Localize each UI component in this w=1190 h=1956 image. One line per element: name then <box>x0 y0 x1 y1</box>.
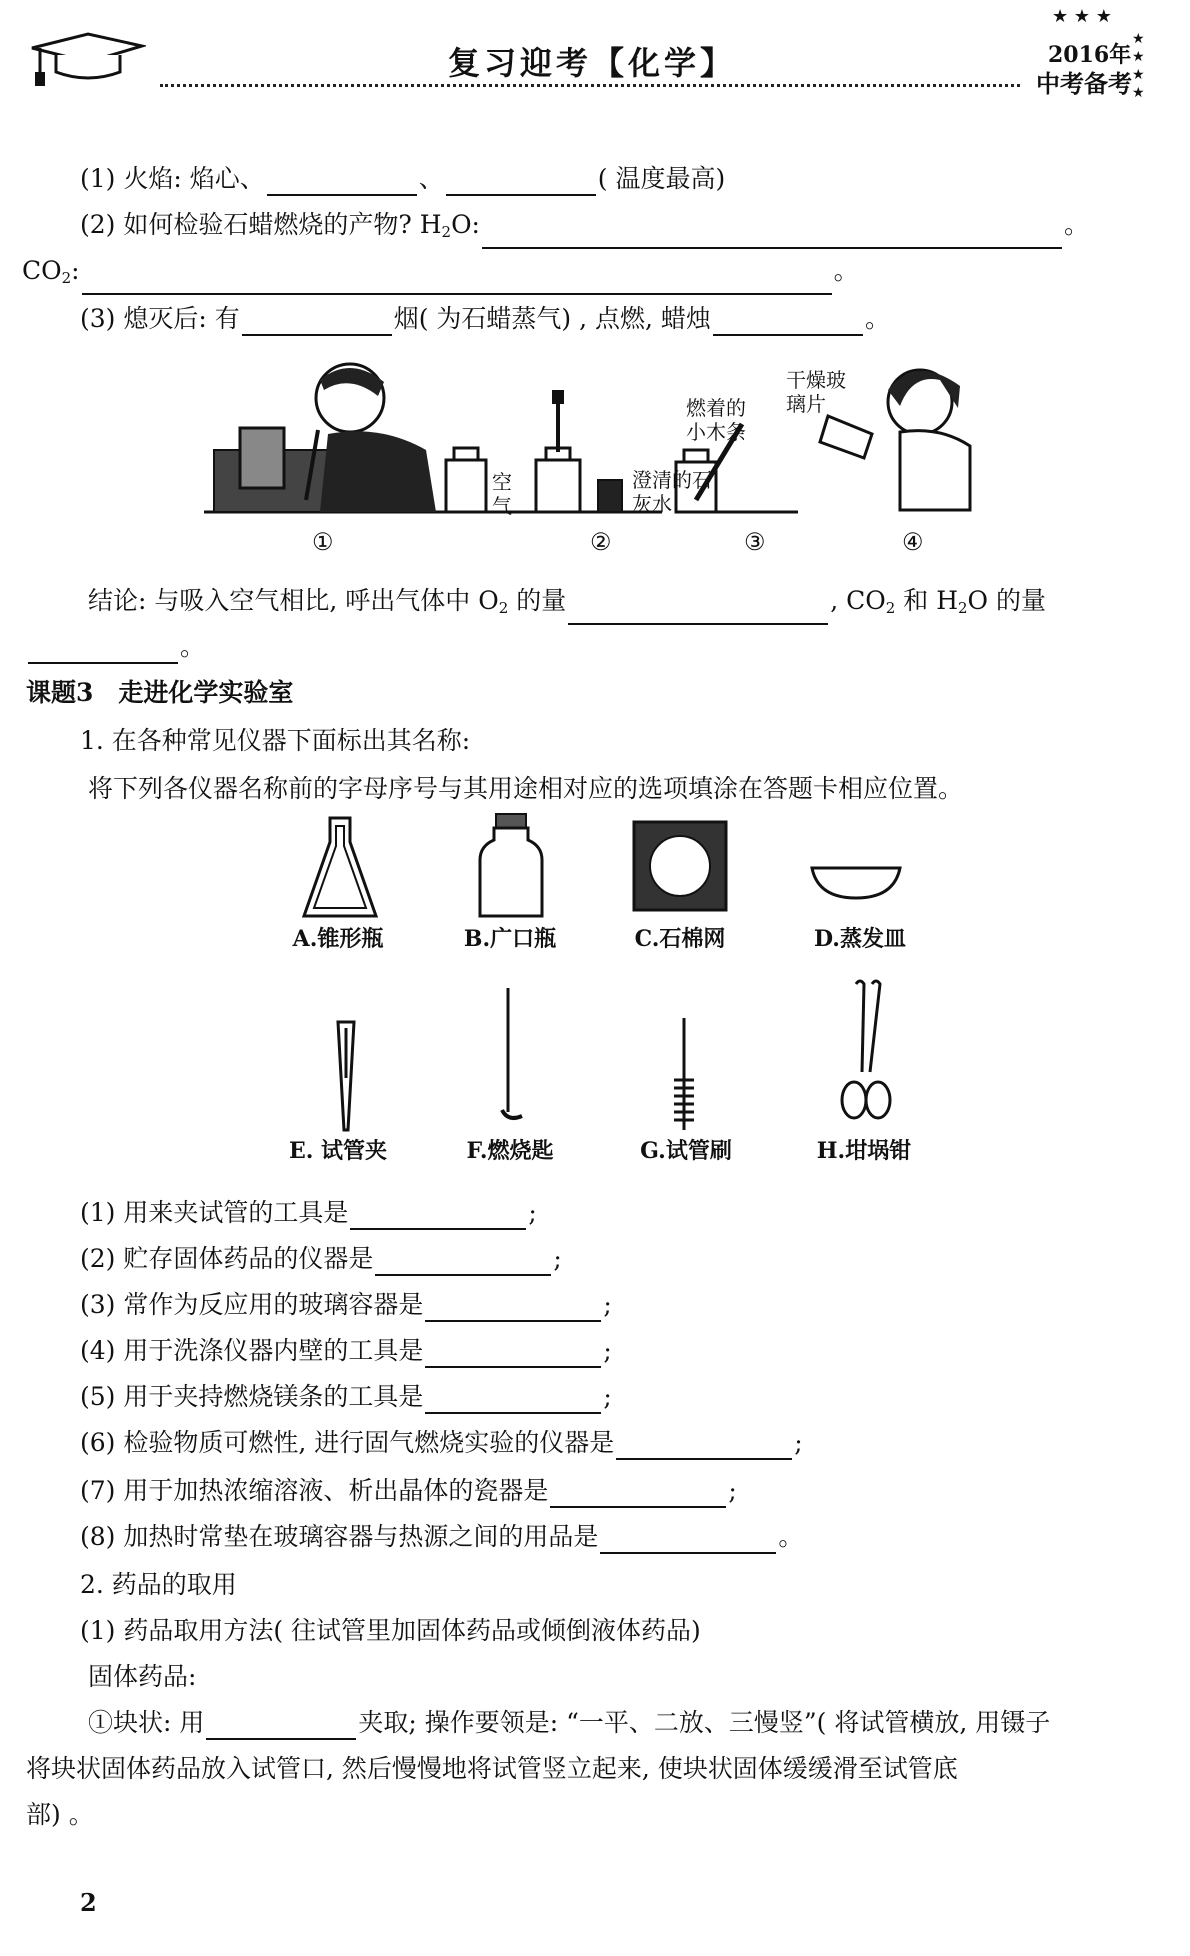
flame-blank-2[interactable] <box>446 170 596 196</box>
conclusion-d: 和 H <box>895 586 958 615</box>
flame-question <box>80 162 725 196</box>
evaporating-dish-icon <box>808 862 904 902</box>
instrument-label-h: H.坩埚钳 <box>816 1138 912 1164</box>
item-6-text: (6) 检验物质可燃性, 进行固气燃烧实验的仪器是 <box>80 1428 615 1457</box>
item-5-end: ; <box>603 1382 612 1411</box>
co2-h2o-amount-blank[interactable] <box>28 638 178 664</box>
breath-experiment-figure <box>200 350 980 540</box>
figure-num-1: ① <box>312 528 334 556</box>
q3-prefix: (3) 熄灭后: 有 <box>80 304 240 333</box>
co2-colon: : <box>71 256 80 285</box>
instrument-label-c: C.石棉网 <box>634 926 726 952</box>
q1-instruction: 将下列各仪器名称前的字母序号与其用途相对应的选项填涂在答题卡相应位置。 <box>88 774 964 803</box>
item-2 <box>80 1242 562 1276</box>
page-number: 2 <box>80 1888 97 1917</box>
crucible-tongs-icon <box>836 976 896 1126</box>
conclusion-line <box>88 584 1046 625</box>
flame-note: ( 温度最高) <box>597 164 726 193</box>
test-tube-holder-icon <box>326 1018 366 1138</box>
conclusion-c: , CO <box>830 586 886 615</box>
block-b: 夹取; 操作要领是: “一平、二放、三慢竖”( 将试管横放, 用镊子 <box>358 1708 1051 1737</box>
block-solid-line-2: 将块状固体药品放入试管口, 然后慢慢地将试管竖立起来, 使块状固体缓缓滑至试管底 <box>26 1754 958 1783</box>
o2-amount-blank[interactable] <box>568 599 828 625</box>
q2-end: 。 <box>1063 210 1089 239</box>
co2-label: CO <box>22 256 62 285</box>
flame-sep: 、 <box>418 164 444 193</box>
item-7-end: ; <box>728 1476 737 1505</box>
q2-prefix: (2) 如何检验石蜡燃烧的产物? H <box>80 210 442 239</box>
extinguish-question <box>80 302 890 336</box>
erlenmeyer-flask-icon <box>300 812 380 922</box>
asbestos-gauze-icon <box>632 820 728 912</box>
item-3-text: (3) 常作为反应用的玻璃容器是 <box>80 1290 424 1319</box>
item-1-text: (1) 用来夹试管的工具是 <box>80 1198 349 1227</box>
instrument-label-b: B.广口瓶 <box>463 926 557 952</box>
stars-decoration: ★ ★ ★ <box>1052 6 1112 27</box>
conclusion-b: 的量 <box>508 586 567 615</box>
item-1 <box>80 1196 537 1230</box>
h2o-subscript: 2 <box>441 223 452 241</box>
figure-num-2: ② <box>590 528 612 556</box>
q2-title: 2. 药品的取用 <box>80 1570 237 1599</box>
block-solid-line <box>88 1706 1050 1740</box>
conclusion-end: 。 <box>180 632 206 661</box>
item-7 <box>80 1474 737 1508</box>
item-8-blank[interactable] <box>600 1528 776 1554</box>
item-6-blank[interactable] <box>616 1434 792 1460</box>
label-limewater: 澄清的石灰水 <box>632 468 712 516</box>
item-1-end: ; <box>528 1198 537 1227</box>
h2o-test-blank[interactable] <box>482 223 1062 249</box>
flame-prefix: (1) 火焰: 焰心、 <box>80 164 265 193</box>
item-6 <box>80 1426 803 1460</box>
q3-end: 。 <box>864 304 890 333</box>
item-3 <box>80 1288 612 1322</box>
instrument-label-d: D.蒸发皿 <box>814 926 906 952</box>
item-8-text: (8) 加热时常垫在玻璃容器与热源之间的用品是 <box>80 1522 599 1551</box>
item-7-blank[interactable] <box>550 1482 726 1508</box>
co2-subscript-2: 2 <box>885 599 896 617</box>
item-8 <box>80 1520 803 1554</box>
q2-h2o: O: <box>451 210 480 239</box>
item-4 <box>80 1334 612 1368</box>
item-2-text: (2) 贮存固体药品的仪器是 <box>80 1244 374 1273</box>
solid-drugs-label: 固体药品: <box>88 1662 197 1691</box>
item-3-blank[interactable] <box>425 1296 601 1322</box>
item-5-blank[interactable] <box>425 1388 601 1414</box>
test-tube-brush-icon <box>664 1014 704 1138</box>
instrument-label-f: F.燃烧匙 <box>466 1138 554 1164</box>
label-burning-stick: 燃着的小木条 <box>686 396 746 444</box>
q3-middle: 烟( 为石蜡蒸气) , 点燃, 蜡烛 <box>393 304 711 333</box>
instrument-label-a: A.锥形瓶 <box>292 926 384 952</box>
q1-prompt: 1. 在各种常见仪器下面标出其名称: <box>80 726 471 755</box>
item-7-text: (7) 用于加热浓缩溶液、析出晶体的瓷器是 <box>80 1476 549 1505</box>
block-a: ①块状: 用 <box>88 1708 205 1737</box>
item-5-text: (5) 用于夹持燃烧镁条的工具是 <box>80 1382 424 1411</box>
conclusion-line-2 <box>26 630 205 664</box>
co2-test-line <box>22 254 859 295</box>
item-6-end: ; <box>794 1428 803 1457</box>
co2-subscript: 2 <box>61 269 72 287</box>
co2-test-blank[interactable] <box>82 269 832 295</box>
co2-end: 。 <box>833 256 859 285</box>
instrument-label-g: G.试管刷 <box>640 1138 732 1164</box>
label-dry-glass: 干燥玻璃片 <box>786 368 846 416</box>
item-1-blank[interactable] <box>350 1204 526 1230</box>
item-8-end: 。 <box>778 1522 804 1551</box>
label-air: 空气 <box>492 470 512 518</box>
item-4-end: ; <box>603 1336 612 1365</box>
item-4-text: (4) 用于洗涤仪器内壁的工具是 <box>80 1336 424 1365</box>
conclusion-e: O 的量 <box>967 586 1046 615</box>
flame-blank-1[interactable] <box>267 170 417 196</box>
header-subtitle: 中考备考 <box>1036 69 1132 98</box>
candle-blank[interactable] <box>713 310 863 336</box>
item-2-blank[interactable] <box>375 1250 551 1276</box>
figure-num-4: ④ <box>902 528 924 556</box>
item-2-end: ; <box>553 1244 562 1273</box>
figure-num-3: ③ <box>744 528 766 556</box>
instrument-label-e: E. 试管夹 <box>288 1138 388 1164</box>
header-rule <box>160 84 1020 87</box>
conclusion-a: 结论: 与吸入空气相比, 呼出气体中 O <box>88 586 499 615</box>
combustion-spoon-icon <box>494 984 534 1126</box>
item-5 <box>80 1380 612 1414</box>
product-test-question <box>80 208 1089 249</box>
graduation-cap-icon <box>26 28 146 90</box>
o2-subscript: 2 <box>498 599 509 617</box>
header-year: 2016年 <box>1048 42 1132 68</box>
block-solid-line-3: 部) 。 <box>26 1800 94 1829</box>
item-3-end: ; <box>603 1290 612 1319</box>
h2o-subscript-2: 2 <box>958 599 968 617</box>
page-title: 复习迎考【化学】 <box>448 44 737 82</box>
wide-mouth-bottle-icon <box>476 810 546 922</box>
lesson3-title: 课题3 走进化学实验室 <box>26 678 294 707</box>
stars-decoration-right: ★ ★ ★ ★ <box>1132 31 1145 101</box>
smoke-color-blank[interactable] <box>242 310 392 336</box>
q2-1: (1) 药品取用方法( 往试管里加固体药品或倾倒液体药品) <box>80 1616 701 1645</box>
item-4-blank[interactable] <box>425 1342 601 1368</box>
block-tool-blank[interactable] <box>206 1714 356 1740</box>
